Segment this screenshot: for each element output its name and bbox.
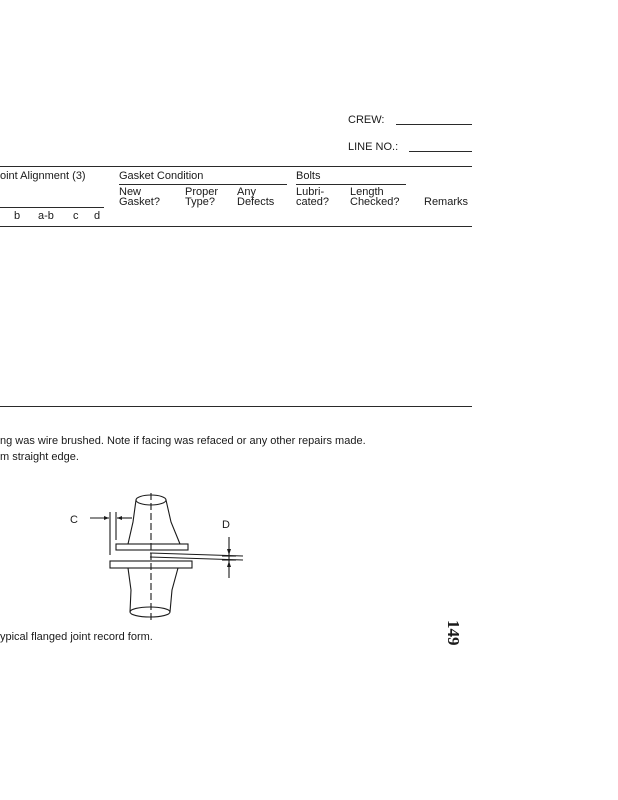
col-new-gasket-line1: New [119,186,142,198]
col-lubricated-line1: Lubri- [296,186,325,198]
col-proper-type-line1: Proper [185,186,219,198]
col-proper-type-line2: Type? [185,196,215,208]
col-new-gasket-line2: Gasket? [119,196,160,208]
dimension-label-d: D [222,519,230,531]
col-c: c [73,210,79,222]
col-length-checked-line2: Checked? [350,196,400,208]
col-any-defects-line2: Defects [237,196,275,208]
gasket-condition-header: Gasket Condition [119,170,204,182]
dimension-label-c: C [70,514,78,526]
col-d: d [94,210,101,222]
col-length-checked-line1: Length [350,186,384,198]
crew-label: CREW: [348,114,385,126]
col-remarks: Remarks [424,196,469,208]
note-line-1: ng was wire brushed. Note if facing was refaced or any other repairs made. [0,435,366,447]
note-line-2: m straight edge. [0,451,79,463]
bolts-header: Bolts [296,170,321,182]
col-b: b [14,210,21,222]
joint-alignment-header: oint Alignment (3) [0,170,86,182]
col-any-defects-line1: Any [237,186,256,198]
col-lubricated-line2: cated? [296,196,330,208]
col-a-b: a-b [38,210,54,222]
page-number: 149 [444,620,463,646]
figure-caption: ypical flanged joint record form. [0,631,153,643]
line-no-label: LINE NO.: [348,141,399,153]
